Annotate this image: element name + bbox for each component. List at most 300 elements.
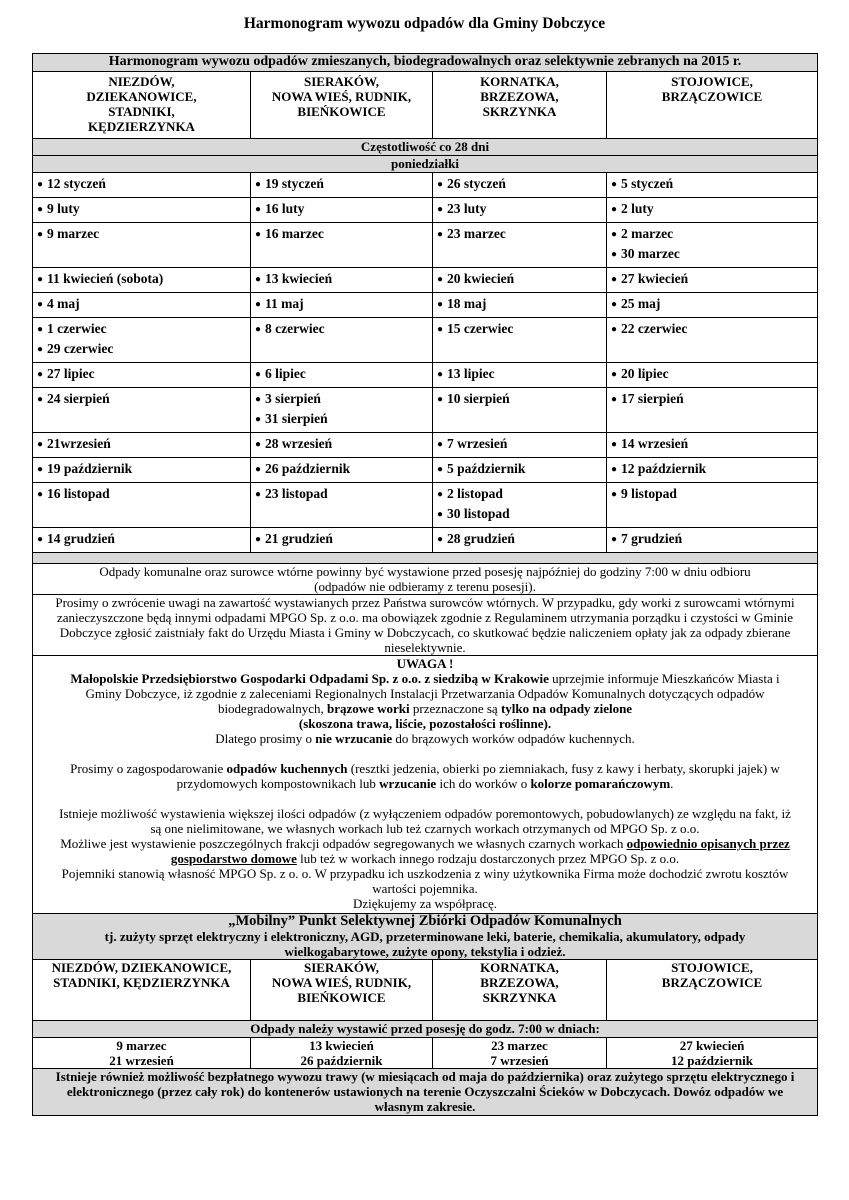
bags-text: Możliwe jest wystawienie poszczególnych frakcji odpadów segregowanych we własnych czarnych workach <box>60 836 627 851</box>
date-text: 11 kwiecień (sobota) <box>47 271 164 286</box>
date-text: 30 marzec <box>621 246 680 261</box>
date-cell <box>607 458 818 483</box>
date-cell <box>33 223 251 268</box>
bullet-icon: ● <box>37 204 44 215</box>
green-waste-text: tylko na odpady zielone <box>500 701 633 716</box>
bullet-icon: ● <box>255 179 262 190</box>
described-bags-text: odpowiednio opisanych przez gospodarstwo domowe <box>170 836 790 866</box>
mobile-instruction <box>33 1021 818 1038</box>
date-text: 27 lipiec <box>47 366 95 381</box>
date-item <box>255 225 428 245</box>
bulk-paragraph: Istnieje możliwość wystawienia większej ilości odpadów (z wyłączeniem odpadów poremontowych, pobudowlanych) ze względu na fakt, iż są one nielimitowane, we własnych workach lub też czarnych workach otrzymanych od MPGO Sp. z o.o. <box>59 806 791 836</box>
mobile-area-header <box>607 960 818 1021</box>
area-header-line: NOWA WIEŚ, RUDNIK, <box>271 89 412 104</box>
area-header-line: KORNATKA, <box>480 960 559 975</box>
area-header-line: BRZĄCZOWICE <box>661 89 763 104</box>
bullet-icon: ● <box>255 414 262 425</box>
date-cell <box>251 173 433 198</box>
bullet-icon: ● <box>37 394 44 405</box>
bullet-icon: ● <box>255 489 262 500</box>
date-cell <box>433 293 607 318</box>
bullet-icon: ● <box>37 274 44 285</box>
date-cell <box>607 363 818 388</box>
spacer-row <box>33 553 818 564</box>
mobile-date-cell <box>433 1038 607 1069</box>
company-name: Małopolskie Przedsiębiorstwo Gospodarki Odpadami Sp. z o.o. z siedzibą w Krakowie <box>70 671 549 686</box>
date-item <box>611 460 813 480</box>
date-cell <box>607 388 818 433</box>
table-row <box>33 293 818 318</box>
date-item <box>255 320 428 340</box>
date-text: 26 styczeń <box>447 176 506 191</box>
date-text: 15 czerwiec <box>447 321 514 336</box>
schedule-header-text: Harmonogram wywozu odpadów zmieszanych, biodegradowalnych oraz selektywnie zebranych na 2015 r. <box>108 54 742 69</box>
mobile-date-cell <box>251 1038 433 1069</box>
date-text: 9 listopad <box>621 486 677 501</box>
date-text: 13 lipiec <box>447 366 495 381</box>
date-text: 29 czerwiec <box>47 341 114 356</box>
date-item <box>611 390 813 410</box>
kitchen-text: ich do worków o <box>436 776 531 791</box>
kitchen-text-bold: wrzucanie <box>379 776 437 791</box>
date-item <box>611 175 813 195</box>
date-text: 16 marzec <box>265 226 324 241</box>
area-header-line: SIERAKÓW, <box>303 74 380 89</box>
date-cell <box>607 433 818 458</box>
date-item <box>255 435 428 455</box>
bullet-icon: ● <box>437 509 444 520</box>
schedule-header <box>33 54 818 72</box>
containers-paragraph: Pojemniki stanowią własność MPGO Sp. z o. o. W przypadku ich uszkodzenia z winy użytkownika Firma może dochodzić zwrotu kosztów wartości pojemnika. <box>61 866 789 896</box>
placement-note-line: (odpadów nie odbieramy z terenu posesji). <box>314 579 536 594</box>
page-title: Harmonogram wywozu odpadów dla Gminy Dobczyce <box>243 15 606 32</box>
date-text: 21 grudzień <box>265 531 333 546</box>
date-text: 21wrzesień <box>47 436 111 451</box>
date-item <box>437 175 602 195</box>
date-cell <box>433 223 607 268</box>
date-text: 24 sierpień <box>47 391 110 406</box>
bullet-icon: ● <box>437 299 444 310</box>
date-item <box>255 530 428 550</box>
date-item <box>255 295 428 315</box>
area-header <box>607 72 818 139</box>
date-text: 8 czerwiec <box>265 321 325 336</box>
mobile-date: 21 wrzesień <box>109 1053 174 1068</box>
date-cell <box>433 318 607 363</box>
uwaga-title: UWAGA ! <box>396 656 454 671</box>
bullet-icon: ● <box>611 229 618 240</box>
date-item <box>611 485 813 505</box>
bullet-icon: ● <box>255 464 262 475</box>
date-text: 4 maj <box>47 296 80 311</box>
blank-line <box>57 791 793 806</box>
area-header-line: BRZEZOWA, <box>480 89 559 104</box>
date-cell <box>251 363 433 388</box>
uwaga-text: przeznaczone są <box>409 701 501 716</box>
date-item <box>437 505 602 525</box>
bullet-icon: ● <box>37 179 44 190</box>
date-item <box>437 365 602 385</box>
uwaga-block <box>33 656 818 914</box>
date-cell <box>33 198 251 223</box>
date-cell <box>607 268 818 293</box>
brown-bags-text: brązowe worki <box>326 701 410 716</box>
date-item <box>437 270 602 290</box>
kitchen-text: (resztki jedzenia, obierki po ziemniakach, fusy z kawy i herbaty, skorupki jajek) w przydomowych kompostownikach lub <box>176 761 780 791</box>
bullet-icon: ● <box>255 229 262 240</box>
date-text: 16 listopad <box>47 486 110 501</box>
bullet-icon: ● <box>611 394 618 405</box>
date-cell <box>33 528 251 553</box>
date-item <box>437 460 602 480</box>
mobile-date: 9 marzec <box>116 1038 167 1053</box>
frequency-text: Częstotliwość co 28 dni <box>360 139 490 154</box>
area-header-line: BIEŃKOWICE <box>297 990 386 1005</box>
date-item <box>437 295 602 315</box>
date-text: 18 maj <box>447 296 487 311</box>
date-cell <box>607 223 818 268</box>
table-row <box>33 433 818 458</box>
table-row <box>33 528 818 553</box>
bullet-icon: ● <box>255 439 262 450</box>
date-text: 6 lipiec <box>265 366 306 381</box>
green-waste-detail: (skoszona trawa, liście, pozostałości roślinne). <box>298 716 552 731</box>
uwaga-text: do brązowych worków odpadów kuchennych. <box>392 731 635 746</box>
date-cell <box>251 293 433 318</box>
bullet-icon: ● <box>611 324 618 335</box>
table-row <box>33 173 818 198</box>
area-header-line: KĘDZIERZYNKA <box>88 119 195 134</box>
date-cell <box>607 198 818 223</box>
schedule-table <box>32 53 818 1116</box>
date-cell <box>33 388 251 433</box>
date-cell <box>433 483 607 528</box>
date-item <box>255 410 428 430</box>
mobile-date-cell <box>607 1038 818 1069</box>
bullet-icon: ● <box>37 299 44 310</box>
date-cell <box>607 528 818 553</box>
date-item <box>611 365 813 385</box>
bullet-icon: ● <box>437 489 444 500</box>
date-text: 14 wrzesień <box>621 436 689 451</box>
date-item <box>37 435 246 455</box>
date-item <box>37 460 246 480</box>
date-cell <box>33 363 251 388</box>
date-cell <box>433 363 607 388</box>
date-cell <box>433 268 607 293</box>
date-cell <box>433 458 607 483</box>
mobile-date: 13 kwiecień <box>309 1038 374 1053</box>
date-item <box>255 460 428 480</box>
mobile-date: 27 kwiecień <box>679 1038 745 1053</box>
date-text: 7 wrzesień <box>447 436 508 451</box>
date-cell <box>33 483 251 528</box>
bullet-icon: ● <box>611 369 618 380</box>
area-header-line: STOJOWICE, <box>671 960 753 975</box>
bullet-icon: ● <box>37 344 44 355</box>
date-item <box>37 175 246 195</box>
date-item <box>37 340 246 360</box>
kitchen-text-bold: odpadów kuchennych <box>226 761 348 776</box>
area-header-line: STADNIKI, <box>108 104 175 119</box>
bullet-icon: ● <box>611 534 618 545</box>
frequency-row <box>33 139 818 156</box>
date-cell <box>251 318 433 363</box>
mobile-date: 26 październik <box>300 1053 383 1068</box>
area-header-line: KORNATKA, <box>480 74 559 89</box>
bullet-icon: ● <box>255 299 262 310</box>
date-text: 12 styczeń <box>47 176 106 191</box>
date-cell <box>251 198 433 223</box>
area-header <box>433 72 607 139</box>
kitchen-paragraph <box>57 761 793 791</box>
area-header-line: NOWA WIEŚ, RUDNIK, <box>271 975 412 990</box>
date-cell <box>607 483 818 528</box>
bullet-icon: ● <box>37 534 44 545</box>
date-item <box>37 390 246 410</box>
date-cell <box>33 173 251 198</box>
table-row <box>33 223 818 268</box>
date-item <box>611 245 813 265</box>
date-text: 16 luty <box>265 201 305 216</box>
date-item <box>611 270 813 290</box>
bullet-icon: ● <box>437 229 444 240</box>
bullet-icon: ● <box>255 324 262 335</box>
date-cell <box>251 388 433 433</box>
table-row <box>33 458 818 483</box>
date-item <box>255 390 428 410</box>
date-cell <box>33 268 251 293</box>
area-header-line: SKRZYNKA <box>482 990 557 1005</box>
date-cell <box>33 293 251 318</box>
mobile-title: „Mobilny” Punkt Selektywnej Zbiórki Odpadów Komunalnych <box>228 913 622 929</box>
thanks-text: Dziękujemy za współpracę. <box>352 896 498 911</box>
mobile-footer <box>33 1069 818 1116</box>
date-item <box>255 270 428 290</box>
mobile-area-header <box>251 960 433 1021</box>
area-header-line: NIEZDÓW, DZIEKANOWICE, <box>51 960 232 975</box>
date-item <box>37 225 246 245</box>
bullet-icon: ● <box>437 439 444 450</box>
date-text: 14 grudzień <box>47 531 115 546</box>
date-text: 2 listopad <box>447 486 503 501</box>
bullet-icon: ● <box>611 179 618 190</box>
date-item <box>37 295 246 315</box>
date-item <box>437 435 602 455</box>
date-text: 23 luty <box>447 201 487 216</box>
bullet-icon: ● <box>37 489 44 500</box>
area-header-line: BIEŃKOWICE <box>297 104 386 119</box>
uwaga-paragraph <box>57 671 793 716</box>
bullet-icon: ● <box>437 534 444 545</box>
date-text: 28 wrzesień <box>265 436 333 451</box>
date-cell <box>251 433 433 458</box>
date-item <box>437 225 602 245</box>
bullet-icon: ● <box>37 439 44 450</box>
date-cell <box>251 528 433 553</box>
date-cell <box>251 268 433 293</box>
bullet-icon: ● <box>611 274 618 285</box>
date-item <box>255 365 428 385</box>
date-text: 2 luty <box>621 201 654 216</box>
bullet-icon: ● <box>255 369 262 380</box>
date-item <box>611 225 813 245</box>
date-cell <box>433 528 607 553</box>
date-cell <box>433 388 607 433</box>
blank-line <box>57 746 793 761</box>
date-item <box>255 175 428 195</box>
bullet-icon: ● <box>37 324 44 335</box>
mobile-date: 7 wrzesień <box>490 1053 549 1068</box>
date-cell <box>433 173 607 198</box>
date-text: 25 maj <box>621 296 661 311</box>
date-cell <box>251 483 433 528</box>
date-item <box>37 485 246 505</box>
area-header-line: SKRZYNKA <box>482 104 557 119</box>
bullet-icon: ● <box>611 439 618 450</box>
date-text: 22 czerwiec <box>621 321 688 336</box>
weekday-text: poniedziałki <box>391 156 459 171</box>
bullet-icon: ● <box>611 489 618 500</box>
table-row <box>33 268 818 293</box>
placement-note <box>33 564 818 595</box>
date-cell <box>251 458 433 483</box>
mobile-header <box>33 914 818 960</box>
date-text: 3 sierpień <box>265 391 321 406</box>
date-text: 5 styczeń <box>621 176 674 191</box>
date-text: 23 listopad <box>265 486 328 501</box>
contamination-note <box>33 595 818 656</box>
date-text: 13 kwiecień <box>265 271 333 286</box>
date-text: 23 marzec <box>447 226 506 241</box>
date-text: 31 sierpień <box>265 411 328 426</box>
date-cell <box>607 293 818 318</box>
area-header <box>251 72 433 139</box>
date-text: 19 styczeń <box>265 176 324 191</box>
bullet-icon: ● <box>437 324 444 335</box>
uwaga-paragraph <box>57 731 793 746</box>
table-row <box>33 318 818 363</box>
bullet-icon: ● <box>437 274 444 285</box>
date-item <box>37 200 246 220</box>
date-item <box>611 435 813 455</box>
date-text: 9 marzec <box>47 226 100 241</box>
date-item <box>37 270 246 290</box>
date-item <box>611 295 813 315</box>
table-row <box>33 483 818 528</box>
date-text: 1 czerwiec <box>47 321 107 336</box>
bullet-icon: ● <box>437 464 444 475</box>
date-item <box>37 320 246 340</box>
area-header-line: STOJOWICE, <box>671 74 753 89</box>
mobile-date-cell <box>33 1038 251 1069</box>
date-text: 7 grudzień <box>621 531 683 546</box>
date-cell <box>33 433 251 458</box>
date-item <box>437 530 602 550</box>
area-header <box>33 72 251 139</box>
bullet-icon: ● <box>437 204 444 215</box>
mobile-date: 23 marzec <box>491 1038 548 1053</box>
bullet-icon: ● <box>437 369 444 380</box>
uwaga-text: Dlatego prosimy o <box>215 731 316 746</box>
date-item <box>437 200 602 220</box>
date-text: 19 październik <box>47 461 133 476</box>
date-item <box>37 365 246 385</box>
bullet-icon: ● <box>611 299 618 310</box>
bullet-icon: ● <box>255 394 262 405</box>
date-item <box>255 485 428 505</box>
date-item <box>437 390 602 410</box>
date-item <box>255 200 428 220</box>
area-header-line: BRZĄCZOWICE <box>661 975 763 990</box>
orange-bags-text: kolorze pomarańczowym <box>530 776 671 791</box>
date-text: 2 marzec <box>621 226 674 241</box>
date-text: 5 październik <box>447 461 526 476</box>
date-item <box>437 320 602 340</box>
date-text: 26 październik <box>265 461 351 476</box>
no-throw-text: nie wrzucanie <box>315 731 393 746</box>
date-text: 9 luty <box>47 201 80 216</box>
date-text: 28 grudzień <box>447 531 515 546</box>
date-text: 20 kwiecień <box>447 271 515 286</box>
bullet-icon: ● <box>37 369 44 380</box>
area-header-line: DZIEKANOWICE, <box>86 89 197 104</box>
kitchen-text: . <box>670 776 674 791</box>
date-cell <box>433 433 607 458</box>
date-cell <box>33 318 251 363</box>
table-row <box>33 198 818 223</box>
table-row <box>33 388 818 433</box>
bags-text: lub też w workach innego rodzaju dostarczonych przez MPGO Sp. z o.o. <box>296 851 680 866</box>
table-row <box>33 363 818 388</box>
date-cell <box>433 198 607 223</box>
contamination-text: Prosimy o zwrócenie uwagi na zawartość wystawianych przez Państwa surowców wtórnych. W przypadku, gdy worki z surowcami wtórnymi zanieczyszczone będą innymi odpadami MPGO Sp. z o.o. ma obowiązek zgodnie z Regulaminem utrzymania porządku i czystości w Gminie Dobczyce zgłosić zaistniały fakt do Urzędu Miasta i Gminy w Dobczycach, co skutkować będzie naliczeniem opłaty jak za odpady zbierane nieselektywnie. <box>55 595 795 655</box>
date-item <box>611 200 813 220</box>
mobile-area-header <box>433 960 607 1021</box>
date-cell <box>607 318 818 363</box>
date-text: 30 listopad <box>447 506 510 521</box>
bags-paragraph <box>57 836 793 866</box>
bullet-icon: ● <box>611 204 618 215</box>
instruction-text: Odpady należy wystawić przed posesję do godz. 7:00 w dniach: <box>250 1021 600 1036</box>
bullet-icon: ● <box>437 394 444 405</box>
weekday-row <box>33 156 818 173</box>
date-item <box>437 485 602 505</box>
date-text: 10 sierpień <box>447 391 510 406</box>
date-cell <box>607 173 818 198</box>
date-text: 17 sierpień <box>621 391 684 406</box>
bullet-icon: ● <box>37 464 44 475</box>
bullet-icon: ● <box>255 534 262 545</box>
mobile-subtitle: tj. zużyty sprzęt elektryczny i elektroniczny, AGD, przeterminowane leki, baterie, chemikalia, akumulatory, odpady wielkogabarytowe, zużyte opony, tekstylia i odzież. <box>104 929 746 959</box>
bullet-icon: ● <box>437 179 444 190</box>
date-item <box>37 530 246 550</box>
area-header-line: NIEZDÓW, <box>108 74 175 89</box>
area-header-line: STADNIKI, KĘDZIERZYNKA <box>53 975 230 990</box>
footer-text: Istnieje również możliwość bezpłatnego wywozu trawy (w miesiącach od maja do października) oraz zużytego sprzętu elektrycznego i elektronicznego (przez cały rok) do kontenerów ustawionych na terenie Oczyszczalni Ścieków w Dobczycach. Dowóz odpadów we własnym zakresie. <box>55 1069 795 1114</box>
mobile-date: 12 październik <box>671 1053 753 1068</box>
placement-note-line: Odpady komunalne oraz surowce wtórne powinny być wystawione przed posesję najpóźniej do godziny 7:00 w dniu odbioru <box>99 564 751 579</box>
date-item <box>611 530 813 550</box>
bullet-icon: ● <box>611 464 618 475</box>
area-header-line: BRZEZOWA, <box>480 975 559 990</box>
date-text: 27 kwiecień <box>621 271 689 286</box>
date-text: 12 październik <box>621 461 707 476</box>
bullet-icon: ● <box>255 204 262 215</box>
mobile-area-header <box>33 960 251 1021</box>
kitchen-text: Prosimy o zagospodarowanie <box>70 761 227 776</box>
uwaga-text: uprzejmie informuje Mieszkańców Miasta i Gminy Dobczyce, iż zgodnie z zaleceniami Regionalnych Instalacji Przetwarzania Odpadów Komunalnych dotyczących odpadów biodegradowalnych, <box>85 671 780 716</box>
